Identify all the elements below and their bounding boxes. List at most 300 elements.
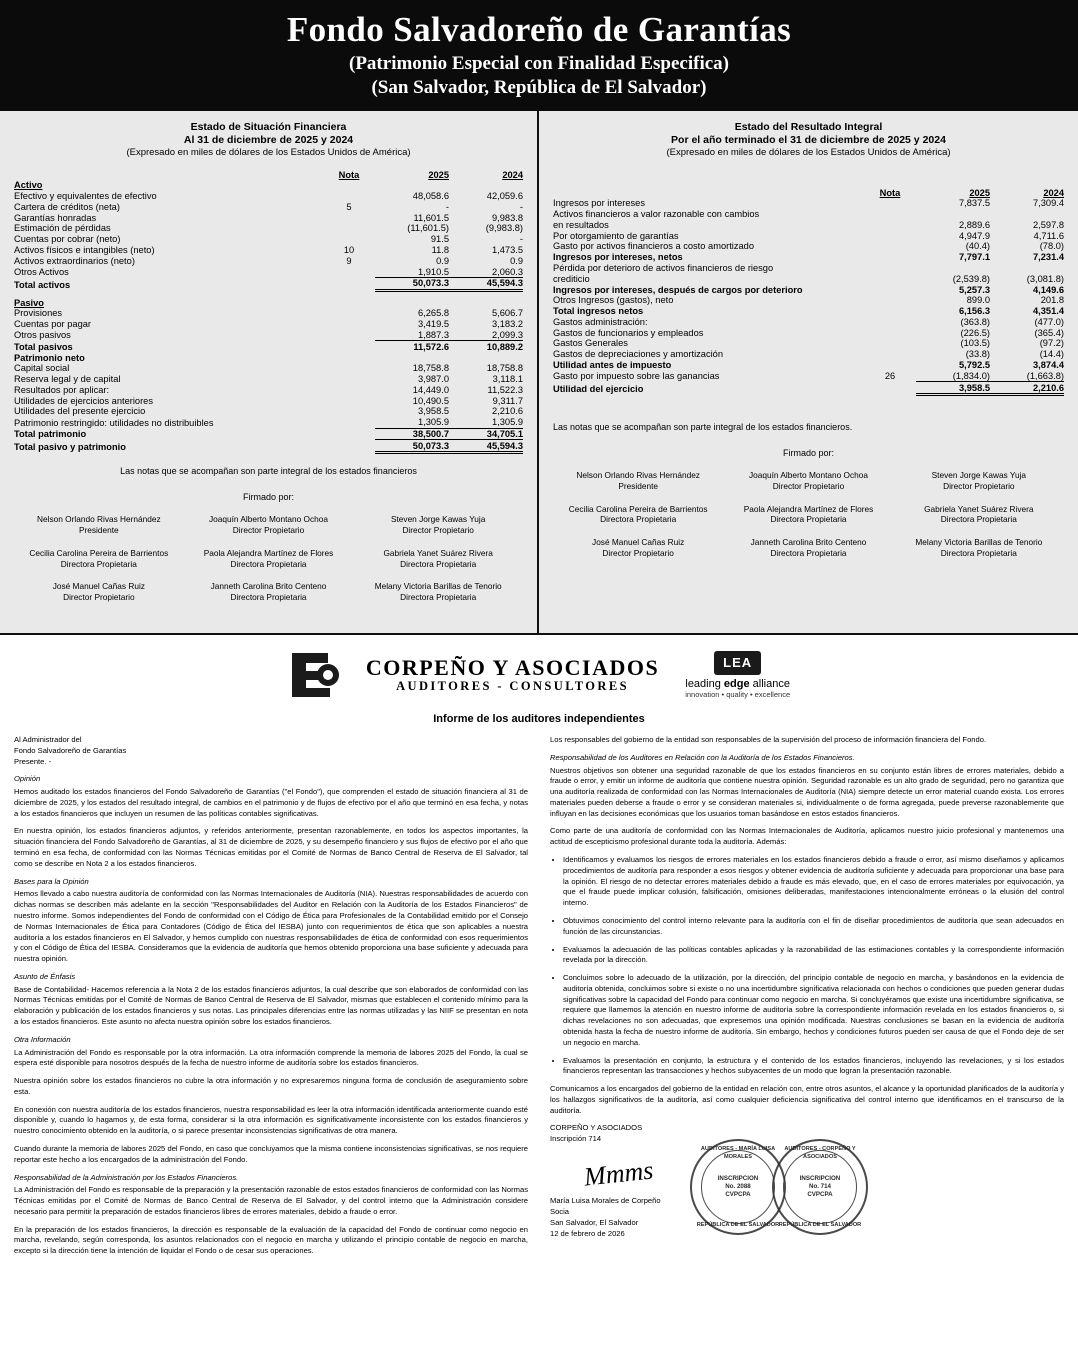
- audit-bullet-item: • Concluimos sobre lo adecuado de la utilización, por la dirección, del principio contable de negocio en marcha, y basándonos en la evidencia de auditoría obtenida, concluimos sobre si existe o no una incertidumbre significativa relacionada con hechos o condiciones que pueden generar dudas significativas sobre la capacidad del Fondo para continuar como negocio en marcha. Si concluyéramos que existe una incertidumbre significativa, se requiere que llamemos la atención en nuestro informe de auditoría sobre la correspondiente información revelada en los estados financieros o, si dichas revelaciones no son adecuadas, que expresemos una opinión modificada. Nuestras conclusiones se basan en la evidencia de auditoría obtenida hasta la fecha de nuestro informe de auditoría. Sin embargo, hechos y condiciones futuros pueden ser causa de que el Fondo deje de ser un negocio en marcha.: [563, 973, 1064, 1048]
- signatory: [14, 548, 184, 570]
- row-value-2025: 7,797.1: [958, 252, 990, 263]
- audit-bullet-item: • Evaluamos la presentación en conjunto, la estructura y el contenido de los estados financieros, incluyendo las revelaciones, y si los estados financieros representan las transacciones y hechos subyacentes de un modo que logran la presentación razonable.: [563, 1056, 1064, 1078]
- audit-section-heading: Bases para la Opinión: [14, 876, 89, 886]
- row-value-2024: 45,594.3: [449, 440, 523, 453]
- row-label: Ingresos por intereses: [553, 198, 645, 209]
- table-row: [14, 395, 523, 406]
- row-value-2025: (11,601.5): [407, 223, 449, 234]
- row-note: [323, 440, 375, 453]
- signatory-name: Nelson Orlando Rivas Hernández: [37, 514, 161, 525]
- stamp-arc-bottom: REPÚBLICA DE EL SALVADOR: [696, 1221, 780, 1228]
- row-value-2025: 3,958.5: [916, 382, 990, 395]
- row-value-2024: 1,473.5: [491, 244, 523, 255]
- signatory: [353, 548, 523, 570]
- row-label: Otros Ingresos (gastos), neto: [553, 295, 674, 306]
- signature-row: [553, 470, 1064, 492]
- row-value-2025: 6,156.3: [958, 306, 990, 317]
- row-value-2025: 3,958.5: [417, 406, 449, 417]
- row-value-2024: [449, 297, 523, 308]
- row-value-2024: 7,231.4: [1032, 252, 1064, 263]
- row-value-2025: 2,889.6: [958, 219, 990, 230]
- row-note: [323, 308, 375, 319]
- audit-paragraph: Cuando durante la memoria de labores 2025 del Fondo, en caso que concluyamos que la misma contiene inconsistencias significativas, se nos requiere reportar este hecho a los encargados de la administración del Fondo.: [14, 1144, 528, 1164]
- table-row: [553, 317, 1064, 328]
- table-row: [14, 330, 523, 341]
- row-value-2025: 38,500.7: [375, 428, 449, 440]
- signatory: [184, 548, 354, 570]
- table-row: [14, 428, 523, 440]
- row-note: [323, 330, 375, 341]
- col-header-2024: 2024: [502, 169, 523, 180]
- row-value-2025: 3,419.5: [417, 319, 449, 330]
- signatory-role: Director Propietario: [772, 480, 845, 491]
- signatory-role: Director Propietario: [402, 524, 474, 535]
- stamp-inner: [701, 1150, 775, 1224]
- row-value-2024: 2,099.3: [491, 329, 523, 340]
- signatory-name: Steven Jorge Kawas Yuja: [931, 469, 1027, 480]
- page-subtitle-2: (San Salvador, República de El Salvador): [371, 77, 707, 98]
- row-value-2025: 4,947.9: [958, 230, 990, 241]
- income-statement-title-2: Por el año terminado el 31 de diciembre de 2025 y 2024: [671, 134, 946, 147]
- stamp-arc-top: AUDITORES - CORPEÑO Y ASOCIADOS: [784, 1146, 856, 1161]
- signatory-name: Nelson Orlando Rivas Hernández: [576, 469, 700, 480]
- row-value-2024: 0.9: [510, 255, 523, 266]
- audit-paragraph: La Administración del Fondo es responsable de la preparación y la presentación razonable de estos estados financieros de conformidad con las Normas Técnicas emitidas por el Comité de Normas de Banco Central de Reserva de El Salvador, y del control interno que la Administración considere necesario para permitir la preparación de estados financieros libres de errores materiales, debido a fraude o error.: [14, 1185, 528, 1216]
- table-row: [553, 284, 1064, 295]
- stamp-arc-top: AUDITORES - MARÍA LUISA MORALES: [700, 1146, 776, 1161]
- stamp-line-3: CVPCPA: [807, 1190, 833, 1198]
- lea-badge: LEA: [714, 651, 761, 675]
- signatory-name: Janneth Carolina Brito Centeno: [750, 537, 867, 548]
- row-note: [864, 209, 916, 220]
- row-note: 9: [346, 255, 352, 266]
- table-row: [553, 360, 1064, 371]
- row-value-2025: 5,792.5: [958, 360, 990, 371]
- row-value-2025: (363.8): [960, 316, 990, 327]
- signatory-role: Directora Propietaria: [940, 547, 1017, 558]
- signatory: [723, 537, 893, 559]
- income-statement-title-1: Estado del Resultado Integral: [734, 121, 883, 133]
- signature-row: [553, 504, 1064, 526]
- stamp-line-1: INSCRIPCION: [799, 1175, 841, 1183]
- row-value-2025: (103.5): [960, 338, 990, 349]
- signature-grid-right: [553, 470, 1064, 559]
- row-value-2025: 1,910.5: [417, 266, 449, 277]
- row-value-2024: 4,711.6: [1033, 230, 1064, 241]
- auditor-signature-block: [550, 1146, 1064, 1239]
- lea-tagline-a: leading: [685, 677, 724, 690]
- row-label: Gastos de funcionarios y empleados: [553, 327, 704, 338]
- row-note: [864, 284, 916, 295]
- row-value-2024: 7,309.4: [1032, 198, 1064, 209]
- table-row: [14, 212, 523, 223]
- row-note: [864, 230, 916, 241]
- row-value-2024: 3,118.1: [492, 374, 523, 385]
- audit-paragraph: En nuestra opinión, los estados financieros adjuntos, y referidos anteriormente, presentan razonablemente, en todos los aspectos importantes, la situación financiera del Fondo Salvadoreño de Garantías, al 31 de diciembre de 2025, y su desempeño financiero y sus flujos de efectivo por el año que terminó en esa fecha, de conformidad con las Normas Técnicas emitidas por el Comité de Normas de Banco Central de Reserva de El Salvador, tal como se describe en Nota 2 a los estados financieros.: [14, 826, 528, 868]
- audit-section-heading: Otra Información: [14, 1034, 71, 1044]
- audit-column-right: [550, 735, 1064, 1264]
- row-label: Estimación de pérdidas: [14, 223, 111, 234]
- row-note: [864, 360, 916, 371]
- table-row: [14, 266, 523, 277]
- audit-paragraph: Comunicamos a los encargados del gobierno de la entidad en relación con, entre otros asuntos, el alcance y la oportunidad planificados de la auditoría y los hallazgos significativos de la auditoría, así como cualquier deficiencia significativa del control interno que identificamos en el transcurso de la auditoría.: [550, 1084, 1064, 1115]
- table-row: [553, 252, 1064, 263]
- signatory-role: Directora Propietaria: [60, 558, 137, 569]
- row-value-2024: 10,889.2: [449, 341, 523, 352]
- row-value-2024: [990, 263, 1064, 274]
- auditor-firm-subtitle: AUDITORES - CONSULTORES: [396, 679, 629, 694]
- table-row: [553, 327, 1064, 338]
- signatory-name: José Manuel Cañas Ruiz: [592, 537, 685, 548]
- balance-sheet-title-2: Al 31 de diciembre de 2025 y 2024: [183, 134, 354, 147]
- row-value-2024: (9,983.8): [485, 223, 523, 234]
- row-value-2025: (1,834.0): [952, 370, 990, 381]
- signer-date: 12 de febrero de 2026: [550, 1229, 625, 1238]
- balance-sheet-title-1: Estado de Situación Financiera: [190, 121, 347, 133]
- row-note: [864, 295, 916, 306]
- row-value-2025: 899.0: [966, 295, 990, 306]
- row-value-2024: 201.8: [1040, 295, 1064, 306]
- table-row: [553, 349, 1064, 360]
- row-note: [864, 219, 916, 230]
- signatory: [184, 581, 354, 603]
- row-note: [323, 341, 375, 352]
- row-value-2025: 18,758.8: [412, 363, 449, 374]
- stamp-inner: [783, 1150, 857, 1224]
- row-note: [323, 297, 375, 308]
- income-statement-subtitle: (Expresado en miles de dólares de los Estados Unidos de América): [666, 147, 951, 159]
- income-statement-panel: [539, 111, 1078, 633]
- col-header-note: Nota: [879, 187, 901, 198]
- signer-name: María Luisa Morales de Corpeño: [550, 1196, 661, 1205]
- signatory-name: Melany Victoria Barillas de Tenorio: [915, 537, 1043, 548]
- table-row: [14, 277, 523, 290]
- row-value-2024: 45,594.3: [449, 277, 523, 290]
- lea-tagline-c: alliance: [749, 677, 790, 690]
- audit-addressee: Al Administrador del Fondo Salvadoreño de Garantías Presente. -: [14, 735, 127, 766]
- row-label: Gastos de depreciaciones y amortización: [553, 349, 724, 360]
- table-row: [14, 234, 523, 245]
- signatory-name: Cecilia Carolina Pereira de Barrientos: [29, 547, 169, 558]
- table-row: [14, 290, 523, 297]
- row-value-2024: [449, 352, 523, 363]
- signatory-name: Joaquín Alberto Montano Ochoa: [209, 514, 329, 525]
- row-value-2025: 11,572.6: [375, 341, 449, 352]
- document-header: [0, 0, 1078, 111]
- audit-report-title: Informe de los auditores independientes: [433, 713, 645, 725]
- audit-paragraph: Como parte de una auditoría de conformidad con las Normas Internacionales de Auditoría, aplicamos nuestro juicio profesional y mantenemos una actitud de escepticismo profesional durante toda la auditoría. Además:: [550, 826, 1064, 847]
- signatory: [894, 537, 1064, 559]
- row-label: Otros pasivos: [14, 330, 71, 341]
- row-value-2024: 11,522.3: [487, 384, 523, 395]
- audit-section-heading: Asunto de Énfasis: [14, 971, 76, 981]
- signatory-name: Steven Jorge Kawas Yuja: [390, 514, 486, 525]
- row-value-2025: 5,257.3: [958, 284, 990, 295]
- row-label: Cuentas por cobrar (neto): [14, 234, 121, 245]
- income-statement-table: [553, 187, 1064, 396]
- row-note: 5: [346, 201, 352, 212]
- row-label: Provisiones: [14, 308, 63, 319]
- row-label: Gasto por activos financieros a costo amortizado: [553, 241, 755, 252]
- row-note: [323, 277, 375, 290]
- table-row: [14, 180, 523, 191]
- row-label: Total patrimonio: [14, 429, 87, 440]
- row-note: [864, 252, 916, 263]
- signatory-role: Directora Propietaria: [230, 558, 307, 569]
- table-row: [553, 263, 1064, 274]
- row-value-2025: 14,449.0: [412, 384, 449, 395]
- row-label: Utilidades de ejercicios anteriores: [14, 395, 154, 406]
- lea-global-logo: [685, 651, 790, 700]
- row-note: [864, 273, 916, 284]
- audit-paragraph: Base de Contabilidad- Hacemos referencia a la Nota 2 de los estados financieros adjuntos, la cual describe que son elaborados de conformidad con las Normas Técnicas emitidas por el Comité de Normas de Banco Central de Reserva de El Salvador, mismas que establecen el contenido mínimo para la elaboración y publicación de los estados financieros y sus notas. Las principales diferencias entre las normas utilizadas y las NIIF se presentan en nota a los estados financieros. Este asunto no afecta nuestra opinión sobre los estados financieros.: [14, 984, 528, 1026]
- row-value-2025: 11.8: [431, 244, 449, 255]
- row-label: Utilidades del presente ejercicio: [14, 406, 146, 417]
- row-value-2024: (78.0): [1039, 241, 1064, 252]
- row-label: Total pasivos: [14, 341, 73, 352]
- row-value-2025: -: [445, 201, 449, 212]
- row-note: [323, 374, 375, 385]
- row-label: Activo: [14, 180, 43, 191]
- row-label: Ingresos por intereses, después de cargos por deterioro: [553, 284, 803, 295]
- row-value-2024: 9,311.7: [492, 395, 523, 406]
- row-value-2025: 6,265.8: [417, 308, 449, 319]
- table-row: [14, 406, 523, 417]
- table-row: [553, 273, 1064, 284]
- signer-city: San Salvador, El Salvador: [550, 1218, 639, 1227]
- stamp-line-1: INSCRIPCION: [717, 1175, 759, 1183]
- row-note: [323, 384, 375, 395]
- row-note: [323, 319, 375, 330]
- lea-values: innovation • quality • excellence: [685, 690, 791, 700]
- row-label: Utilidad del ejercicio: [553, 384, 644, 395]
- row-note: [323, 223, 375, 234]
- row-note: [864, 306, 916, 317]
- table-row: [14, 384, 523, 395]
- row-label: Cartera de créditos (neta): [14, 201, 120, 212]
- row-note: [323, 428, 375, 440]
- audit-paragraph: Nuestros objetivos son obtener una seguridad razonable de que los estados financieros en su conjunto están libres de errores materiales, debido a fraude o error, y emitir un informe de auditoría que contiene nuestra opinión. Seguridad razonable es un alto grado de seguridad, pero no garantiza que una auditoría realizada de conformidad con las Normas Internacionales de Auditoría (NIA) siempre detecte un error material cuando exista. Los errores materiales pueden deberse a fraude o error y se consideran materiales si, individualmente o de forma agregada, puede preverse razonablemente que influyan en las decisiones económicas que los usuarios toman basándose en estos estados financieros.: [550, 765, 1064, 818]
- row-label: Efectivo y equivalentes de efectivo: [14, 191, 157, 202]
- table-row: [553, 209, 1064, 220]
- signature-row: [553, 537, 1064, 559]
- row-value-2025: 1,305.9: [417, 417, 449, 428]
- signatory: [894, 470, 1064, 492]
- row-note: [864, 382, 916, 395]
- row-note: [864, 338, 916, 349]
- row-value-2024: 4,351.4: [1032, 306, 1064, 317]
- audit-bullet-item: • Identificamos y evaluamos los riesgos de errores materiales en los estados financieros debido a fraude o error, así mismo diseñamos y aplicamos procedimientos de auditoría para responder a esos riesgos y obtener evidencia de auditoría suficiente y adecuada para proporcionar una base para la opinión. El riesgo de no detectar errores materiales debido a fraude es más elevado, que, en el caso de errores materiales por equivocación, ya que el fraude puede implicar colusión, falsificación, omisiones deliberadas, manifestaciones intencionalmente erróneas o la elusión del control interno.: [563, 855, 1064, 909]
- stamp-line-3: CVPCPA: [725, 1190, 751, 1198]
- signatory: [723, 470, 893, 492]
- signatory-role: Directora Propietaria: [230, 592, 307, 603]
- table-row: [553, 306, 1064, 317]
- row-value-2024: [449, 180, 523, 191]
- audit-paragraph: Los responsables del gobierno de la entidad son responsables de la supervisión del proceso de información financiera del Fondo.: [550, 735, 987, 744]
- signatory-role: Directora Propietaria: [940, 514, 1017, 525]
- row-label: Pasivo: [14, 297, 44, 308]
- row-label: Activos físicos e intangibles (neto): [14, 244, 155, 255]
- audit-bullet-item: • Evaluamos la adecuación de las políticas contables aplicadas y la razonabilidad de las estimaciones contables y la correspondiente información revelada por la dirección.: [563, 945, 1064, 967]
- auditor-stamps: [690, 1139, 868, 1235]
- balance-sheet-panel: [0, 111, 539, 633]
- col-header-note: Nota: [338, 169, 360, 180]
- stamp-line-2: No. 714: [808, 1183, 831, 1191]
- row-value-2024: 2,060.3: [491, 266, 523, 277]
- row-value-2025: 50,073.3: [375, 277, 449, 290]
- signatory-role: Presidente: [618, 480, 658, 491]
- signatory: [553, 504, 723, 526]
- signatory-name: Melany Victoria Barillas de Tenorio: [374, 581, 502, 592]
- signatory: [353, 581, 523, 603]
- signatory-name: Gabriela Yanet Suárez Rivera: [924, 503, 1034, 514]
- signed-by-label-left: Firmado por:: [242, 492, 295, 503]
- table-row: [553, 230, 1064, 241]
- row-value-2025: [375, 180, 449, 191]
- row-value-2025: 0.9: [436, 255, 449, 266]
- table-row: [14, 440, 523, 453]
- table-row: [553, 338, 1064, 349]
- row-value-2025: 3,987.0: [417, 374, 449, 385]
- row-value-2025: 48,058.6: [412, 191, 449, 202]
- audit-report-columns: [14, 735, 1064, 1264]
- row-value-2025: [375, 297, 449, 308]
- lea-tagline-b: edge: [723, 677, 750, 690]
- signatory: [14, 581, 184, 603]
- auditor-firm-name-block: [366, 656, 659, 694]
- signature-grid-left: [14, 514, 523, 603]
- table-row: [14, 417, 523, 428]
- row-value-2024: 2,210.6: [990, 382, 1064, 395]
- row-note: [323, 191, 375, 202]
- corpeno-logo-icon: [288, 649, 340, 701]
- row-note: [864, 317, 916, 328]
- row-value-2025: 11,601.5: [413, 212, 449, 223]
- row-note: [864, 263, 916, 274]
- signatory-name: Paola Alejandra Martínez de Flores: [743, 503, 874, 514]
- page-title: Fondo Salvadoreño de Garantías: [286, 10, 792, 49]
- audit-section-heading: Responsabilidad de los Auditores en Relación con la Auditoría de los Estados Financieros.: [550, 752, 855, 762]
- row-label: Activos financieros a valor razonable con cambios: [553, 209, 760, 220]
- row-value-2025: (33.8): [965, 349, 990, 360]
- row-label: crediticio: [553, 273, 590, 284]
- row-value-2024: 2,597.8: [1032, 219, 1064, 230]
- table-row: [14, 255, 523, 266]
- row-label: Utilidad antes de impuesto: [553, 360, 672, 371]
- row-label: Total ingresos netos: [553, 306, 644, 317]
- signature-row: [14, 581, 523, 603]
- table-row: [14, 374, 523, 385]
- col-header-2024: 2024: [1043, 187, 1064, 198]
- table-row: [14, 201, 523, 212]
- row-value-2025: [375, 352, 449, 363]
- row-value-2025: [916, 263, 990, 274]
- row-value-2024: 34,705.1: [449, 428, 523, 440]
- signatory-role: Directora Propietaria: [770, 547, 847, 558]
- row-note: [323, 212, 375, 223]
- table-row: [553, 198, 1064, 209]
- signatory-name: Gabriela Yanet Suárez Rivera: [383, 547, 493, 558]
- audit-bullet-list: [550, 855, 1064, 1077]
- row-value-2024: 4,149.6: [1032, 284, 1064, 295]
- audit-section-heading: Responsabilidad de la Administración por los Estados Financieros.: [14, 1172, 239, 1182]
- audit-paragraph: Nuestra opinión sobre los estados financieros no cubre la otra información y no expresaremos ninguna forma de conclusión de aseguramiento sobre esta.: [14, 1076, 528, 1096]
- signatory-role: Directora Propietaria: [400, 592, 477, 603]
- row-note: [323, 266, 375, 277]
- row-value-2024: 3,183.2: [491, 319, 523, 330]
- row-value-2025: 91.5: [430, 234, 449, 245]
- row-label: Gastos administración:: [553, 316, 648, 327]
- row-value-2024: 5,606.7: [491, 308, 523, 319]
- row-value-2025: 50,073.3: [375, 440, 449, 453]
- balance-sheet-notes-line: Las notas que se acompañan son parte integral de los estados financieros: [120, 466, 417, 477]
- table-row: [14, 191, 523, 202]
- row-note: [864, 349, 916, 360]
- row-label: Garantías honradas: [14, 212, 97, 223]
- row-value-2024: (14.4): [1039, 349, 1064, 360]
- row-label: Resultados por aplicar:: [14, 384, 110, 395]
- audit-paragraph: Hemos auditado los estados financieros del Fondo Salvadoreño de Garantías ("el Fondo"), que comprenden el estado de situación financiera al 31 de diciembre de 2025, y los estados del resultado integral, de cambios en el patrimonio y de flujos de efectivo por el año que terminó en esa fecha, y notas a los estados financieros que incluyen un resumen de las políticas contables significativas.: [14, 787, 528, 818]
- table-row: [14, 223, 523, 234]
- lea-tagline: [685, 678, 790, 690]
- row-note: [864, 241, 916, 252]
- signatory: [353, 514, 523, 536]
- row-note: [864, 327, 916, 338]
- table-row: [14, 341, 523, 352]
- table-row: [14, 363, 523, 374]
- row-label: Cuentas por pagar: [14, 319, 92, 330]
- row-note: [323, 363, 375, 374]
- audit-paragraph: La Administración del Fondo es responsable por la otra información. La otra información comprende la memoria de labores 2025 del Fondo, la cual se espera esté disponible para nosotros después de la fecha de nuestro informe de auditoría sobre los estados financieros.: [14, 1047, 528, 1068]
- signatory-name: Janneth Carolina Brito Centeno: [210, 581, 327, 592]
- signatory-name: Paola Alejandra Martínez de Flores: [203, 547, 334, 558]
- row-label: Patrimonio neto: [14, 352, 85, 363]
- audit-report-section: [0, 635, 1078, 1264]
- row-value-2024: 42,059.6: [486, 191, 523, 202]
- audit-paragraph: CORPEÑO Y ASOCIADOS Inscripción 714: [550, 1123, 643, 1144]
- table-row: [553, 382, 1064, 395]
- signatory-role: Directora Propietaria: [600, 514, 677, 525]
- row-note: 10: [343, 244, 355, 255]
- table-row: [553, 370, 1064, 381]
- row-value-2024: (3,081.8): [1026, 273, 1064, 284]
- stamp-corpeno-y-asociados: [772, 1139, 868, 1235]
- balance-sheet-subtitle: (Expresado en miles de dólares de los Estados Unidos de América): [126, 147, 411, 159]
- signatory-role: Director Propietario: [232, 524, 305, 535]
- row-label: Gastos Generales: [553, 338, 628, 349]
- row-value-2025: (40.4): [965, 241, 990, 252]
- row-label: Gasto por impuesto sobre las ganancias: [553, 371, 720, 382]
- row-value-2024: (97.2): [1039, 338, 1064, 349]
- row-label: Otros Activos: [14, 267, 69, 278]
- row-note: [323, 417, 375, 428]
- row-value-2024: (477.0): [1034, 316, 1064, 327]
- row-value-2025: (226.5): [960, 327, 990, 338]
- row-note: [323, 352, 375, 363]
- row-value-2024: (1,663.8): [1026, 370, 1064, 381]
- audit-column-left: [14, 735, 528, 1264]
- row-value-2025: 7,837.5: [958, 198, 990, 209]
- row-note: [864, 198, 916, 209]
- signatory: [894, 504, 1064, 526]
- table-row: [553, 219, 1064, 230]
- row-label: Activos extraordinarios (neto): [14, 255, 135, 266]
- row-label: Por otorgamiento de garantías: [553, 230, 679, 241]
- table-row: [553, 241, 1064, 252]
- row-value-2024: -: [519, 201, 523, 212]
- row-label: Total activos: [14, 279, 71, 290]
- signatory: [14, 514, 184, 536]
